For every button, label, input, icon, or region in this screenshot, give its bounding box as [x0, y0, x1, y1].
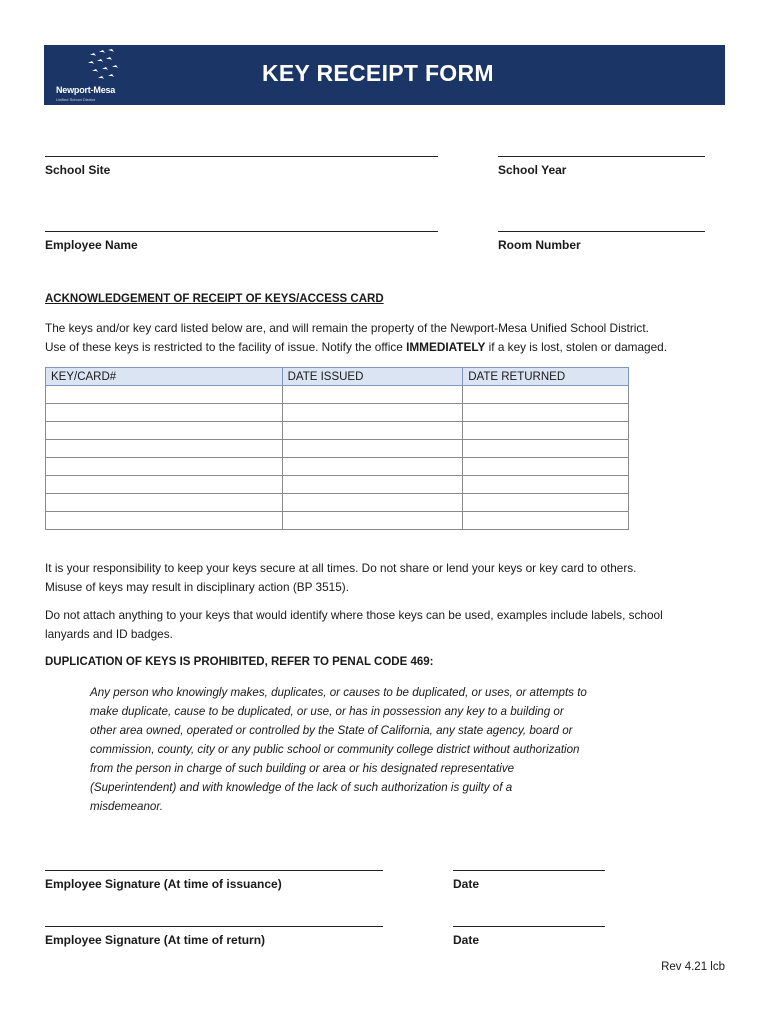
key-card-cell[interactable] [46, 476, 283, 494]
date-returned-cell[interactable] [463, 422, 629, 440]
date-issued-cell[interactable] [282, 458, 463, 476]
table-header-row [46, 368, 629, 386]
school-year-field[interactable] [498, 156, 705, 177]
birds-icon [84, 49, 124, 83]
issuance-signature-label: Employee Signature (At time of issuance) [45, 877, 282, 891]
key-card-cell[interactable] [46, 440, 283, 458]
column-header-date-issued: DATE ISSUED [282, 368, 463, 386]
responsibility-line-2: Misuse of keys may result in disciplinary action (BP 3515). [45, 580, 350, 594]
acknowledgement-line-2-start: Use of these keys is restricted to the facility of issue. Notify the office [45, 340, 407, 354]
keys-table [45, 367, 629, 530]
acknowledgement-heading: ACKNOWLEDGEMENT OF RECEIPT OF KEYS/ACCESS CARD [45, 293, 384, 305]
school-site-field[interactable] [45, 156, 438, 177]
statute-line: from the person in charge of such building or area or his designated representative [90, 762, 515, 775]
attach-line-2: lanyards and ID badges. [45, 627, 173, 641]
acknowledgement-text [45, 319, 735, 357]
date-returned-cell[interactable] [463, 440, 629, 458]
statute-line: Any person who knowingly makes, duplicates, or causes to be duplicated, or uses, or attempts to [90, 686, 587, 699]
column-header-key-card: KEY/CARD# [46, 368, 283, 386]
return-signature-field[interactable] [45, 926, 383, 947]
statute-line: commission, county, city or any public school or community college district without authorization [90, 743, 580, 756]
school-site-label: School Site [45, 163, 111, 177]
duplication-heading: DUPLICATION OF KEYS IS PROHIBITED, REFER TO PENAL CODE 469: [45, 656, 434, 668]
attach-line-1: Do not attach anything to your keys that would identify where those keys can be used, examples include labels, school [45, 608, 663, 622]
date-issued-cell[interactable] [282, 476, 463, 494]
date-returned-cell[interactable] [463, 512, 629, 530]
room-number-label: Room Number [498, 238, 581, 252]
school-site-line[interactable] [45, 156, 438, 157]
issuance-date-label: Date [453, 877, 480, 891]
return-date-line[interactable] [453, 926, 605, 927]
date-returned-cell[interactable] [463, 458, 629, 476]
acknowledgement-line-2-end: if a key is lost, stolen or damaged. [485, 340, 668, 354]
return-signature-line[interactable] [45, 926, 383, 927]
table-row [46, 386, 629, 404]
key-card-cell[interactable] [46, 404, 283, 422]
key-card-cell[interactable] [46, 494, 283, 512]
date-issued-cell[interactable] [282, 422, 463, 440]
table-row [46, 512, 629, 530]
logo-name: Newport-Mesa [56, 85, 116, 95]
table-row [46, 440, 629, 458]
form-title: KEY RECEIPT FORM [262, 60, 494, 86]
date-returned-cell[interactable] [463, 404, 629, 422]
key-card-cell[interactable] [46, 512, 283, 530]
table-row [46, 404, 629, 422]
revision-note: Rev 4.21 lcb [661, 961, 725, 973]
statute-line: (Superintendent) and with knowledge of the lack of such authorization is guilty of a [90, 781, 513, 794]
school-year-label: School Year [498, 163, 567, 177]
table-row [46, 422, 629, 440]
employee-name-field[interactable] [45, 231, 438, 252]
date-returned-cell[interactable] [463, 476, 629, 494]
date-returned-cell[interactable] [463, 494, 629, 512]
form-header [44, 45, 725, 105]
penal-code-text [90, 683, 650, 816]
room-number-field[interactable] [498, 231, 705, 252]
acknowledgement-line-1: The keys and/or key card listed below are, and will remain the property of the Newport-Mesa Unified School District. [45, 321, 649, 335]
statute-line: make duplicate, cause to be duplicated, or use, or has in possession any key to a building or [90, 705, 564, 718]
employee-name-line[interactable] [45, 231, 438, 232]
district-logo [54, 49, 134, 103]
table-row [46, 458, 629, 476]
date-issued-cell[interactable] [282, 512, 463, 530]
return-signature-label: Employee Signature (At time of return) [45, 933, 266, 947]
key-card-cell[interactable] [46, 458, 283, 476]
key-card-cell[interactable] [46, 386, 283, 404]
column-header-date-returned: DATE RETURNED [463, 368, 629, 386]
table-row [46, 494, 629, 512]
employee-name-label: Employee Name [45, 238, 138, 252]
school-year-line[interactable] [498, 156, 705, 157]
responsibility-text [45, 559, 735, 597]
date-issued-cell[interactable] [282, 404, 463, 422]
attach-warning-text [45, 606, 735, 644]
return-date-field[interactable] [453, 926, 605, 947]
issuance-date-field[interactable] [453, 870, 605, 891]
statute-line: other area owned, operated or controlled by the State of California, any state agency, board or [90, 724, 573, 737]
date-issued-cell[interactable] [282, 494, 463, 512]
room-number-line[interactable] [498, 231, 705, 232]
statute-line: misdemeanor. [90, 800, 164, 813]
return-date-label: Date [453, 933, 480, 947]
immediately-emphasis: IMMEDIATELY [406, 340, 486, 354]
date-returned-cell[interactable] [463, 386, 629, 404]
key-card-cell[interactable] [46, 422, 283, 440]
date-issued-cell[interactable] [282, 386, 463, 404]
issuance-signature-field[interactable] [45, 870, 383, 891]
logo-subtitle: Unified School District [56, 97, 96, 102]
table-row [46, 476, 629, 494]
responsibility-line-1: It is your responsibility to keep your keys secure at all times. Do not share or lend your keys or key card to others. [45, 561, 637, 575]
date-issued-cell[interactable] [282, 440, 463, 458]
issuance-date-line[interactable] [453, 870, 605, 871]
issuance-signature-line[interactable] [45, 870, 383, 871]
